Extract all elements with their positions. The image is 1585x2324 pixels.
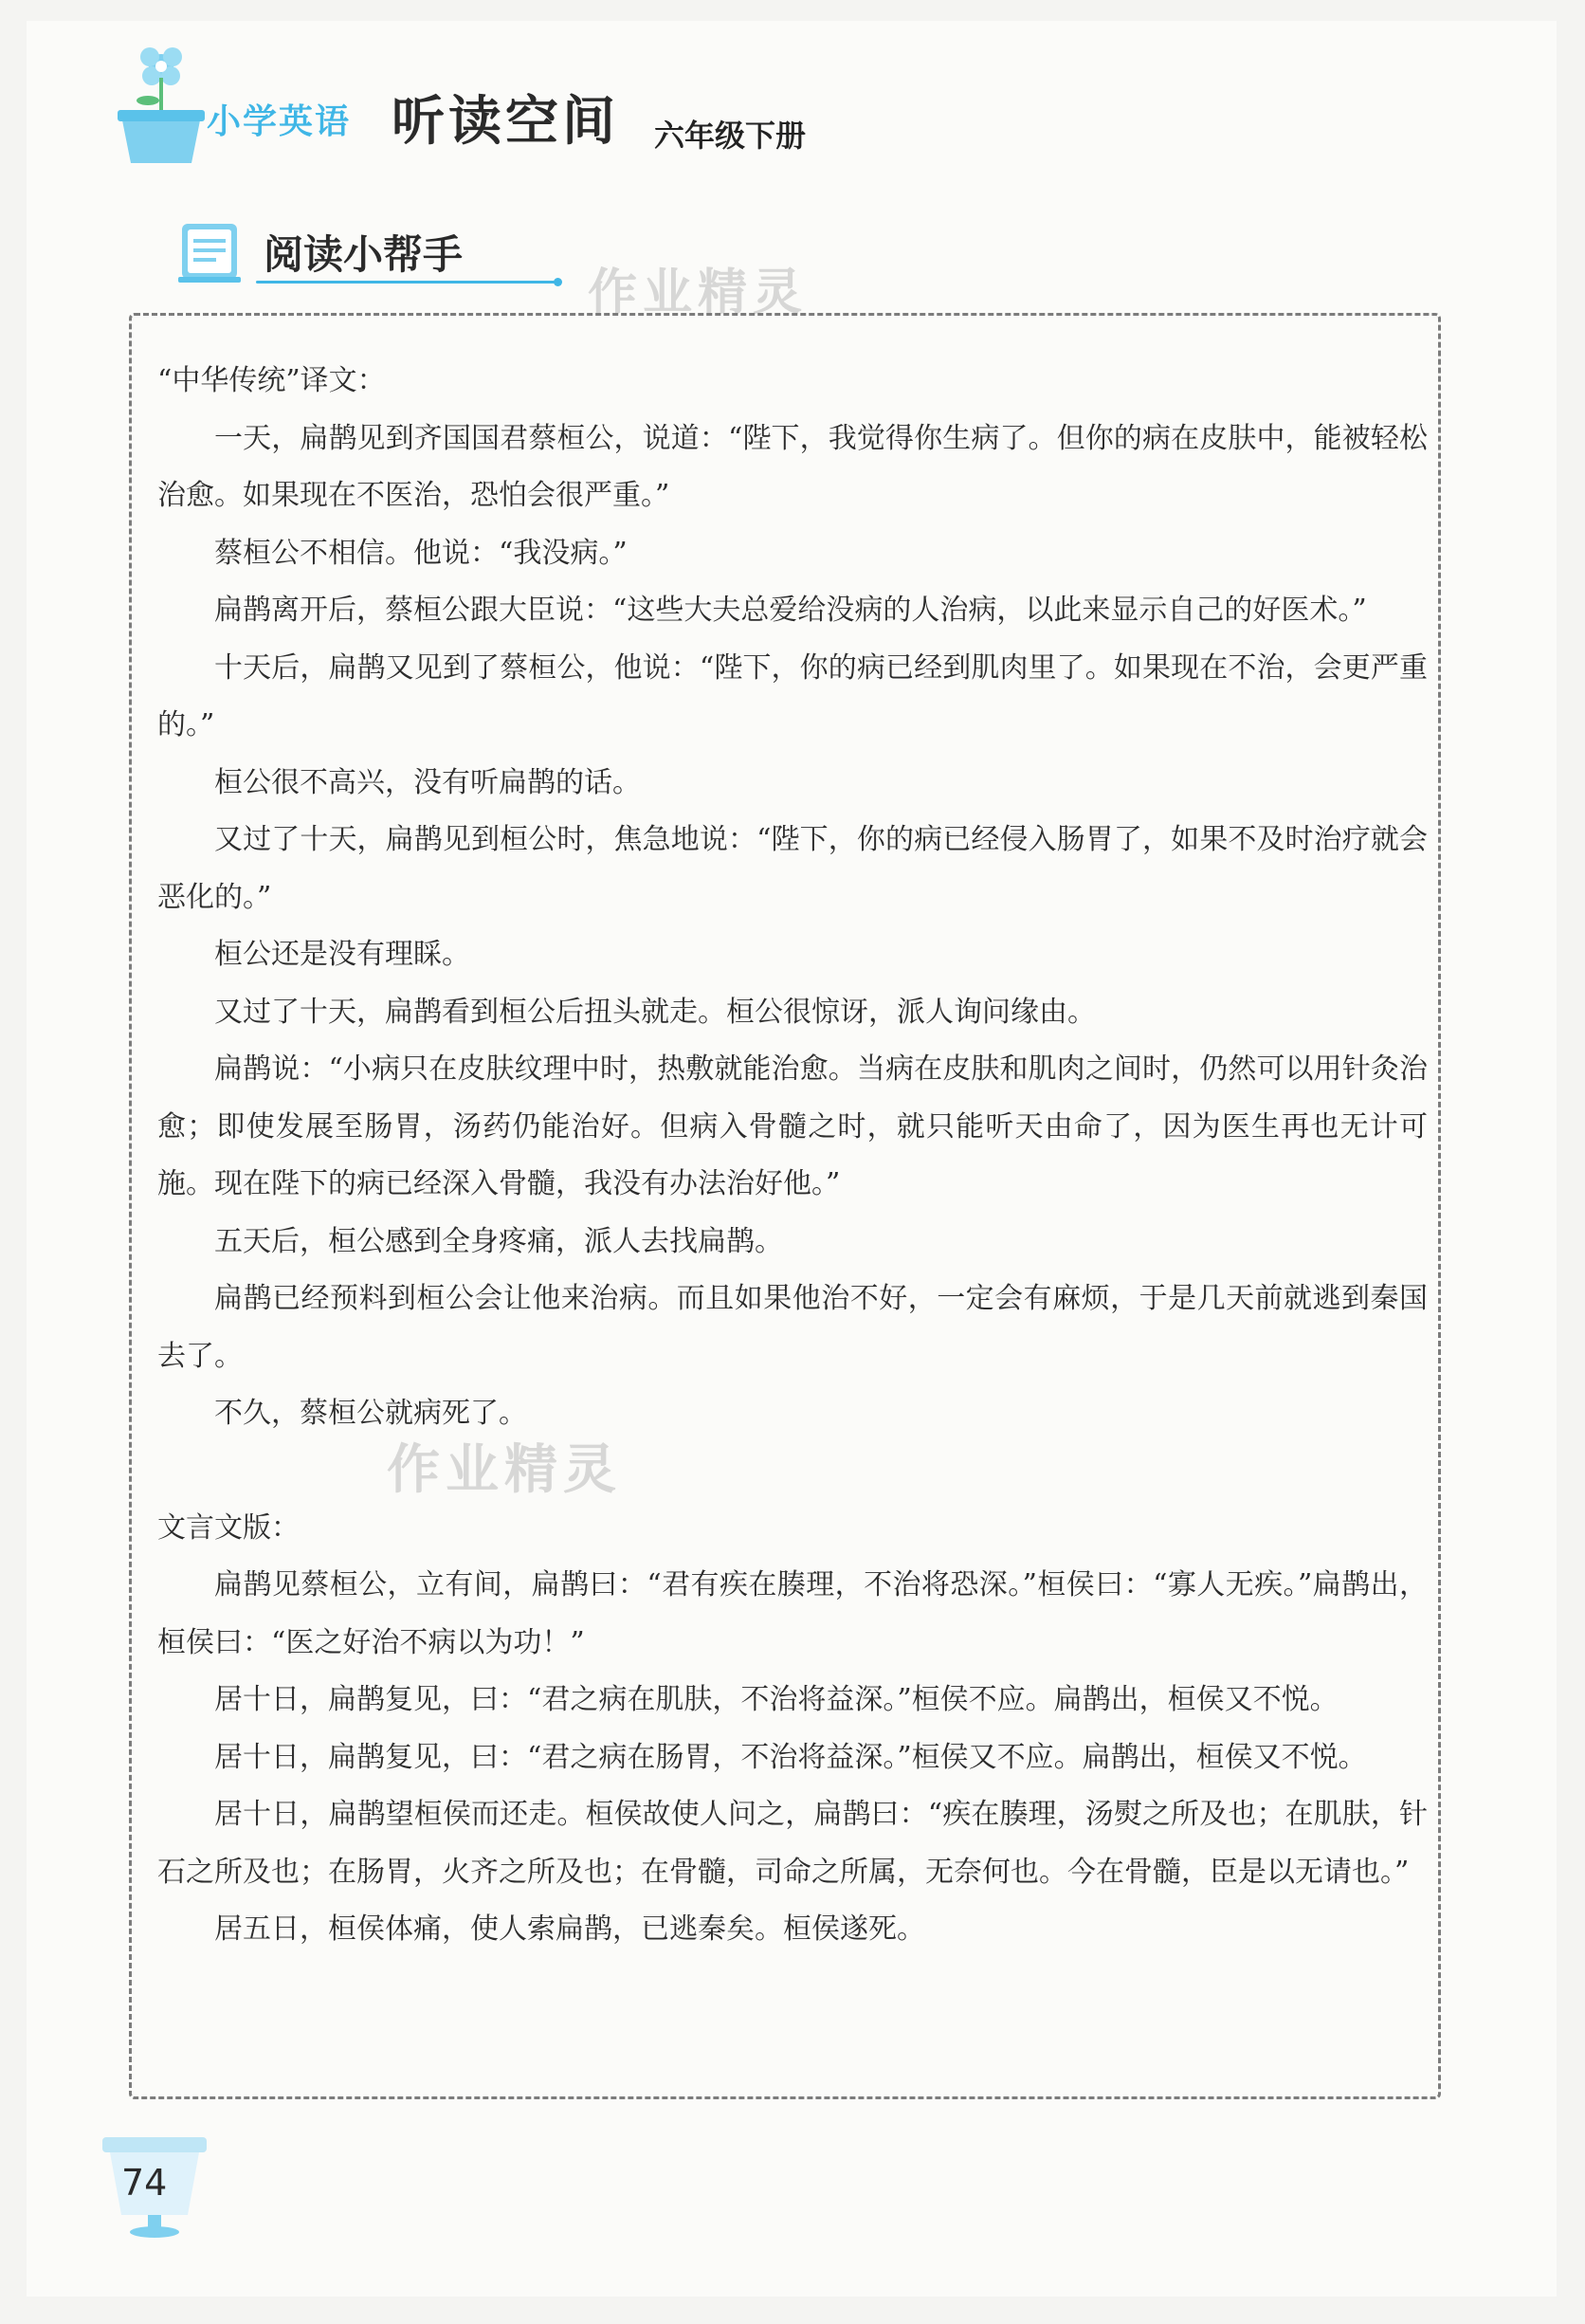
classical-label: 文言文版： [157, 1510, 300, 1545]
grade-label: 六年级下册 [654, 118, 807, 154]
watermark-top: 作业精灵 [588, 265, 809, 321]
translation-paragraph: 桓公还是没有理睬。 [214, 938, 470, 971]
translation-paragraph: 十天后，扁鹊又见到了蔡桓公，他说：“陛下，你的病已经到肌肉里了。如果现在不治，会更严重的。” [157, 650, 1428, 741]
page-header [27, 21, 1557, 163]
translation-paragraph: 蔡桓公不相信。他说：“我没病。” [214, 536, 628, 570]
translation-paragraph: 扁鹊说：“小病只在皮肤纹理中时，热敷就能治愈。当病在皮肤和肌肉之间时，仍然可以用针灸治愈；即使发展至肠胃，汤药仍能治好。但病入骨髓之时，就只能听天由命了，因为医生再也无计可施。现在陛下的病已经深入骨髓，我没有办法治好他。” [157, 1052, 1428, 1200]
flowerpot-logo-icon [102, 38, 207, 171]
classical-paragraph: 居五日，桓侯体痛，使人索扁鹊，已逃秦矣。桓侯遂死。 [214, 1912, 925, 1946]
classical-paragraph: 居十日，扁鹊复见，曰：“君之病在肌肤，不治将益深。”桓侯不应。扁鹊出，桓侯又不悦。 [214, 1683, 1339, 1716]
classical-paragraph: 居十日，扁鹊复见，曰：“君之病在肠胃，不治将益深。”桓侯又不应。扁鹊出，桓侯又不悦。 [214, 1740, 1367, 1774]
page [27, 21, 1557, 2297]
translation-paragraph: 不久，蔡桓公就病死了。 [214, 1397, 527, 1430]
reading-content [157, 353, 1428, 1959]
section-underline [256, 281, 557, 284]
section-title: 阅读小帮手 [264, 231, 464, 278]
spacer [157, 1443, 1428, 1500]
translation-paragraph: 又过了十天，扁鹊看到桓公后扭头就走。桓公很惊讶，派人询问缘由。 [214, 995, 1096, 1029]
section-header [178, 210, 576, 296]
classical-paragraph: 居十日，扁鹊望桓侯而还走。桓侯故使人问之，扁鹊曰：“疾在腠理，汤熨之所及也；在肌肤，针石之所及也；在肠胃，火齐之所及也；在骨髓，司命之所属，无奈何也。今在骨髓，臣是以无请也。” [157, 1798, 1428, 1889]
classical-paragraph: 扁鹊见蔡桓公，立有间，扁鹊曰：“君有疾在腠理，不治将恐深。”桓侯曰：“寡人无疾。”扁鹊出，桓侯曰：“医之好治不病以为功！” [157, 1568, 1428, 1659]
series-title: 小学英语 [207, 102, 352, 141]
translation-paragraph: 扁鹊已经预料到桓公会让他来治病。而且如果他治不好，一定会有麻烦，于是几天前就逃到秦国去了。 [157, 1282, 1428, 1373]
translation-paragraph: 一天，扁鹊见到齐国国君蔡桓公，说道：“陛下，我觉得你生病了。但你的病在皮肤中，能被轻松治愈。如果现在不医治，恐怕会很严重。” [157, 421, 1428, 512]
page-number: 74 [121, 2162, 168, 2204]
translation-paragraph: 桓公很不高兴，没有听扁鹊的话。 [214, 765, 641, 799]
series-subtitle: 听读空间 [392, 91, 619, 153]
watermark-middle: 作业精灵 [387, 1439, 622, 1501]
book-icon [178, 220, 252, 286]
translation-paragraph: 扁鹊离开后，蔡桓公跟大臣说：“这些大夫总爱给没病的人治病，以此来显示自己的好医术。” [214, 594, 1367, 627]
translation-paragraph: 又过了十天，扁鹊见到桓公时，焦急地说：“陛下，你的病已经侵入肠胃了，如果不及时治疗就会恶化的。” [157, 823, 1428, 914]
translation-paragraph: 五天后，桓公感到全身疼痛，派人去找扁鹊。 [214, 1224, 783, 1258]
translation-label: “中华传统”译文： [157, 364, 386, 397]
